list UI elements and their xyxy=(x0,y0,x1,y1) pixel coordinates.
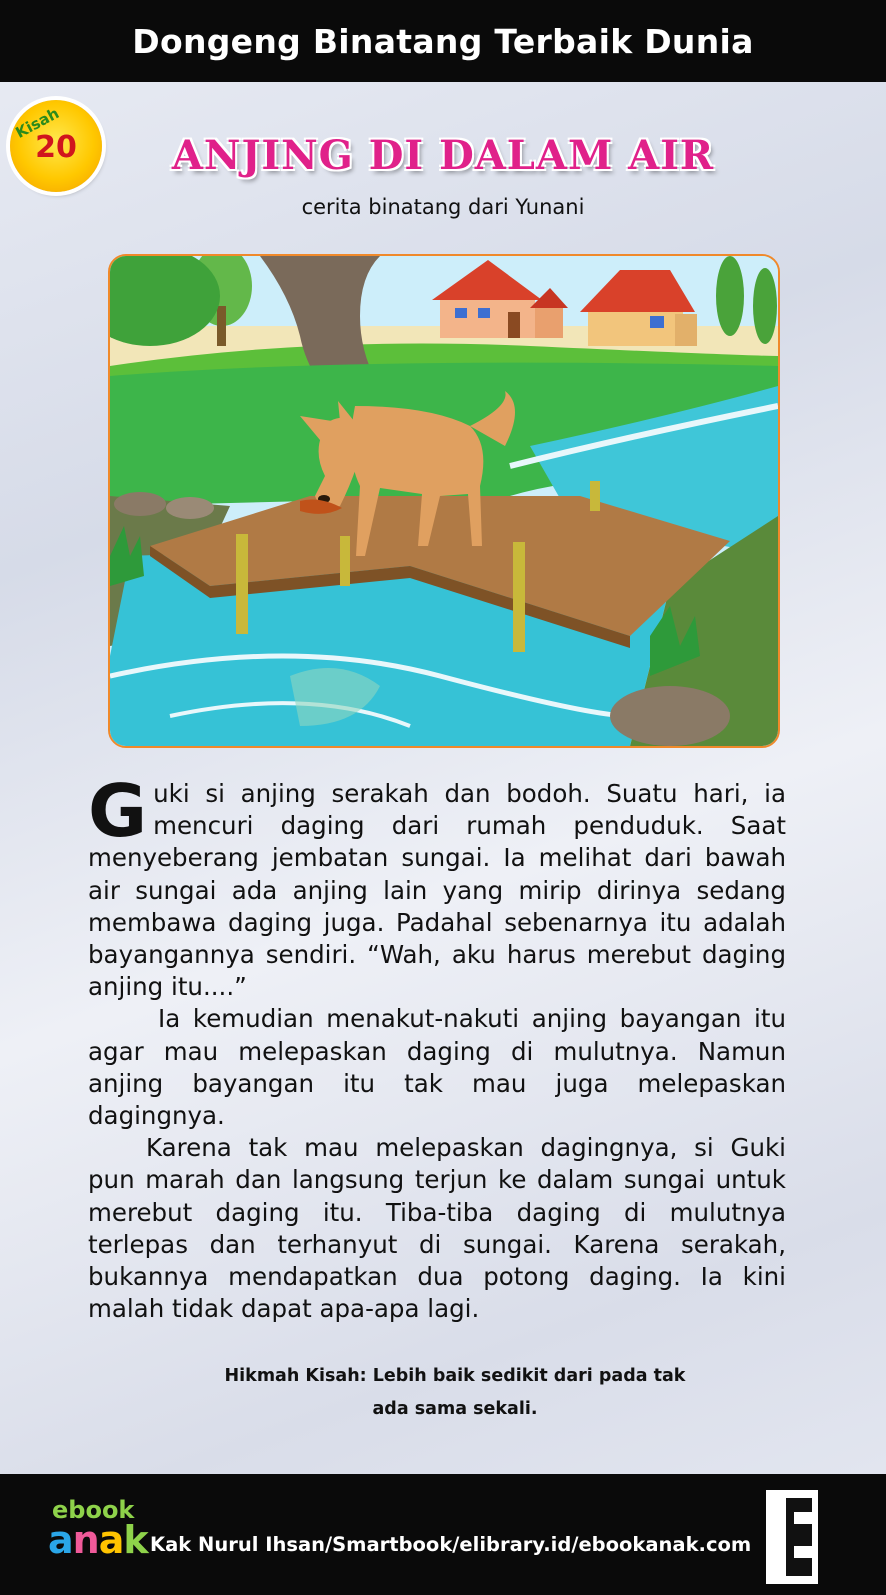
elibrary-e-icon xyxy=(786,1498,812,1576)
badge-number: 20 xyxy=(35,130,77,165)
logo-bottom-text: anak xyxy=(48,1518,148,1562)
paragraph-3: Karena tak mau melepaskan dagingnya, si Guki pun marah dan langsung terjun ke dalam sungai untuk merebut daging itu. Tiba-tiba daging di mulutnya terlepas dan terhanyut di sungai. Karena serakah, bukannya mendapatkan dua potong daging. Ia kini malah tidak dapat apa-apa lagi. xyxy=(88,1133,786,1324)
drop-cap: G xyxy=(88,769,148,853)
moral-line-1: Hikmah Kisah: Lebih baik sedikit dari pada tak xyxy=(224,1366,686,1386)
footer-credit: Kak Nurul Ihsan/Smartbook/elibrary.id/ebookanak.com xyxy=(150,1533,752,1556)
story-illustration xyxy=(108,254,780,748)
story-subtitle: cerita binatang dari Yunani xyxy=(301,195,585,219)
moral-line-2: ada sama sekali. xyxy=(372,1399,538,1419)
story-text xyxy=(88,769,786,1325)
book-title: Dongeng Binatang Terbaik Dunia xyxy=(132,21,754,61)
elibrary-logo xyxy=(766,1490,818,1584)
logo-top-text: ebook xyxy=(52,1496,135,1524)
paragraph-2: Ia kemudian menakut-nakuti anjing bayangan itu agar mau melepaskan daging di mulutnya. Namun anjing bayangan itu tak mau juga melepaskan dagingnya. xyxy=(88,1004,786,1131)
badge-label: Kisah xyxy=(12,104,63,142)
ebookanak-logo xyxy=(48,1496,148,1576)
story-title: ANJING DI DALAM AIR xyxy=(171,132,715,179)
header-bar xyxy=(0,0,886,82)
paragraph-1: uki si anjing serakah dan bodoh. Suatu hari, ia mencuri daging dari rumah penduduk. Saat menyeberang jembatan sungai. Ia melihat dari bawah air sungai ada anjing lain yang mirip dirinya sedang membawa daging juga. Padahal sebenarnya itu adalah bayangannya sendiri. “Wah, aku harus merebut daging anjing itu....” xyxy=(88,779,786,1002)
story-moral xyxy=(220,1360,690,1426)
dog-on-bridge-illustration xyxy=(110,256,778,746)
